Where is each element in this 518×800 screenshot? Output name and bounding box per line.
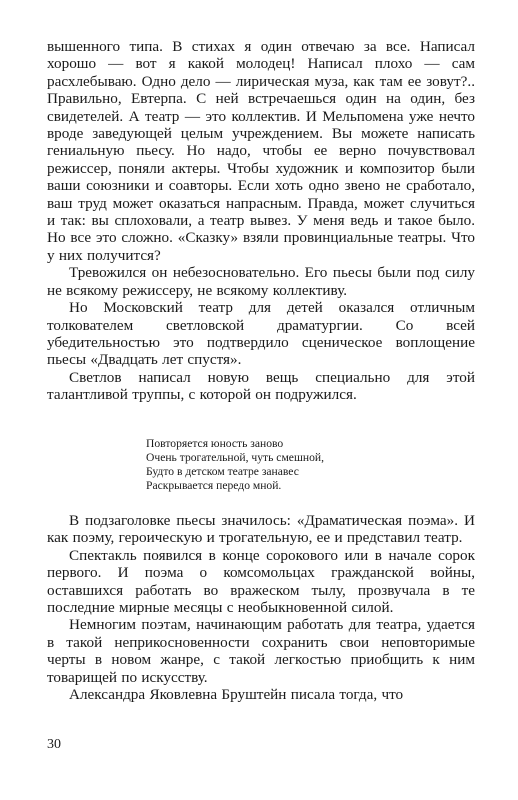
paragraph: В подзаголовке пьесы значилось: «Драматическая поэма». И как поэму, героическую и трогательную, ее и представил театр. <box>47 512 475 547</box>
poem-line: Очень трогательной, чуть смешной, <box>146 451 324 465</box>
poem-line: Повторяется юность заново <box>146 437 284 450</box>
paragraph: Но Московский театр для детей оказался отличным толкователем светловской драматургии. Со всей убедительностью это подтвердило сценическое воплощение пьесы «Двадцать лет спустя». <box>47 299 475 369</box>
paragraph: Александра Яковлевна Бруштейн писала тогда, что <box>69 686 404 704</box>
paragraph: Тревожился он небезосновательно. Его пьесы были под силу не всякому режиссеру, не всякому коллективу. <box>47 264 475 299</box>
paragraph: Светлов написал новую вещь специально для этой талантливой труппы, с которой он подружился. <box>47 368 475 404</box>
body-text-bottom <box>47 512 475 703</box>
body-text-top <box>47 38 475 404</box>
paragraph: Спектакль появился в конце сорокового или в начале сорок первого. И поэма о комсомольцах гражданской войны, оставшихся работать во вражеском тылу, прозвучала в те последние мирные месяцы с необыкновенной силой. <box>47 546 475 617</box>
poem-line: Раскрывается передо мной. <box>146 479 282 493</box>
poem-line: Будто в детском театре занавес <box>146 465 299 479</box>
page-number: 30 <box>47 737 61 752</box>
paragraph: Немногим поэтам, начинающим работать для театра, удается в такой неприкосновенности сохранить свои неповторимые черты в новом жанре, с такой легкостью приобщить к ним товарищей по искусству. <box>47 616 475 686</box>
poem-quote <box>146 437 446 493</box>
paragraph: вышенного типа. В стихах я один отвечаю за все. Написал хорошо — вот я какой молодец! Написал плохо — сам расхлебываю. Одно дело — лирическая муза, как там ее зовут?.. Правильно, Евтерпа. С ней встречаешься один на один, без свидетелей. А театр — это коллектив. И Мельпомена уже нечто вроде заведующей целым учреждением. Вы можете написать гениальную пьесу. Но надо, чтобы ее верно почувствовал режиссер, поняли актеры. Чтобы художник и композитор были ваши союзники и соавторы. Если хоть одно звено не сработало, ваш труд может оказаться напрасным. Правда, может случиться и так: вы сплоховали, а театр вывез. У меня ведь и такое было. Но все это сложно. «Сказку» взяли провинциальные театры. Что у них получится? <box>47 38 475 264</box>
